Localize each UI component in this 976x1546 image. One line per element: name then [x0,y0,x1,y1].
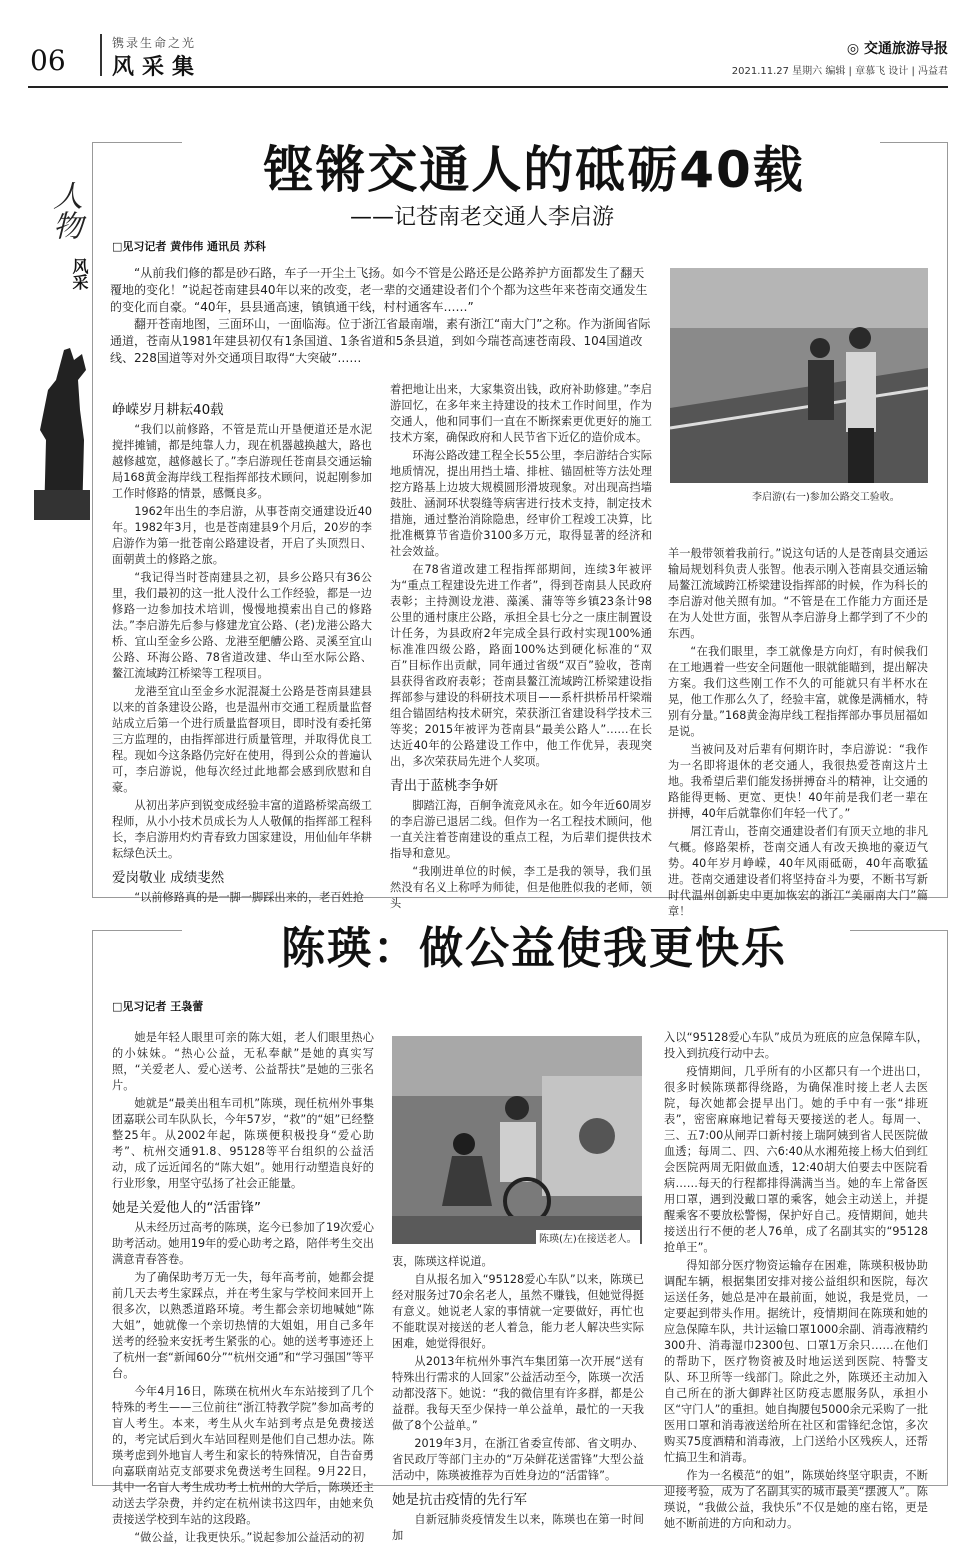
header-divider [100,34,102,76]
paragraph: 1962年出生的李启游，从事苍南交通建设近40年。1982年3月，也是苍南建县9个月后，20岁的李启游作为第一批苍南公路建设者，开启了头顶烈日、面朝黄土的修路之旅。 [112,505,372,566]
paragraph: 自从报名加入“95128爱心车队”以来，陈瑛已经对服务过70余名老人，虽然不赚钱，但她觉得挺有意义。她说老人家的事情就一定要做好，再忙也不能耽误对接送的老人着急，能力老人解决些实际困难，她觉得很好。 [392,1273,644,1350]
section-heading: 爱岗敬业 成绩斐然 [112,870,225,886]
paragraph: “我们以前修路，不管是荒山开垦便道还是水泥搅拌摊铺，都是纯靠人力，现在机器越换越大，路也越修越宽，越修越长了。”李启游现任苍南县交通运输局168黄金海岸线工程指挥部技术顾问，说起刚参加工作时修路的情景，感慨良多。 [112,423,372,500]
paragraph: 从初出茅庐到锐变成经验丰富的道路桥梁高级工程师，从小小技术员成长为人人敬佩的指挥部工程科长，李启游用灼灼青春致力国家建设，用仙仙年华耕耘绿色沃土。 [112,799,372,860]
article2-photo-caption: 陈瑛(左)在接送老人。 [536,1230,640,1245]
article1-col3 [668,546,928,918]
paragraph: 得知部分医疗物资运输存在困难，陈瑛积极协助调配车辆，根据集团安排对接公益组织和医院，每次运送任务，她总是冲在最前面，她说，我是党员，一定要起到带头作用。据统计，疫情期间在陈瑛和她的应急保障车队，共计运输口罩1000余副、消毒液精约300升、消毒湿巾2300包、口罩1万余只……在他们的帮助下，医疗物资被及时地运送到医院、特警支队、环卫所等一线部门。除此之外，陈瑛还主动加入自己所在的浙大御跸社区防疫志愿服务队，承担小区“守门人”的重担。她自掏腰包5000余元采购了一批医用口罩和消毒液送给所在社区和雷锋纪念馆，多次购买75度酒精和消毒液，上门送给小区残疾人，还帮忙搞卫生和消毒。 [664,1259,928,1464]
paragraph: 脚踏江海，百舸争流竞风永在。如今年近60周岁的李启游已退居二线。但作为一名工程技术顾问，他一直关注着苍南建设的重点工程，为后辈们提供技术指导和意见。 [390,799,652,860]
paragraph: 她是年轻人眼里可亲的陈大姐，老人们眼里热心的小妹妹。“热心公益，无私奉献”是她的真实写照，“关爱老人、爱心送考、公益帮扶”是她的三张名片。 [112,1031,374,1092]
lead-paragraph: “从前我们修的都是砂石路，车子一开尘土飞扬。如今不管是公路还是公路养护方面都发生了翻天覆地的变化！”说起苍南建县40年以来的改变，老一辈的交通建设者们个个都为这些年来苍南交通发生的变化而自豪。“40年，县县通高速，镇镇通干线，村村通客车……” [110,266,648,314]
issue-line: 2021.11.27 星期六 编辑 | 章慕飞 设计 | 冯益君 [731,66,948,77]
article1-subtitle: ——记苍南老交通人李启游 [350,205,615,230]
side-tag-big: 人物 [47,180,82,240]
paragraph: 今年4月16日，陈瑛在杭州火车东站接到了几个特殊的考生——三位前往“浙江特教学院”参加高考的盲人考生。本来，考生从火车站到考点是免费接送的，考完试后到火车站回程则是他们自己想办法。陈瑛考虑到外地盲人考生和家长的特殊情况，自告奋勇向嘉联南站克支部要求免费送考生回程。9月22日，其中一名盲人考生成功考上杭州的大学后，陈瑛还主动送去学杂费，并约定在杭州读书这四年，由她来负责接送学校到车站的这段路。 [112,1385,374,1526]
side-tag [34,180,90,520]
paragraph: 为了确保助考万无一失，每年高考前，她都会提前几天去考生家踩点，并在考生家与学校间来回开上很多次，以熟悉道路环境。考生都会亲切地喊她“陈大姐”，她就像一个亲切热情的大姐姐，用自己多年送考的经验来安抚考生紧张的心。她的送考事迹还上了杭州一套“新闻60分”“杭州交通”和“学习强国”等平台。 [112,1271,374,1380]
article2-photo [392,1036,642,1244]
paragraph: 屑江青山，苍南交通建设者们有顶天立地的非凡气概。修路架桥，苍南交通人有改天换地的豪迈气势。40年岁月峥嵘，40年风雨砥砺，40年高歌猛进。苍南交通建设者们将坚持奋斗为要，不断书写新时代温州创新史中更加恢宏的浙江“美丽南大门”篇章！ [668,825,928,918]
paragraph: 当被问及对后辈有何期许时，李启游说：“我作为一名即将退休的老交通人，我很热爱苍南这片土地。我希望后辈们能发扬拼搏奋斗的精神，让交通的路能得更畅、更宽、更快！40年前是我们老一辈在拼搏，40年后就靠你们年轻一代了。” [668,743,928,820]
page-number: 06 [30,44,66,77]
article2-byline: □见习记者 王袅蕾 [112,1000,204,1013]
paragraph: “在我们眼里，李工就像是方向灯，有时候我们在工地遇着一些安全问题他一眼就能瞄到，提出解决方案。我们这些刚工作不久的可能就只有半杯水在晃，他工作那么久了，经验丰富，就像是满桶水，特别有分量。”168黄金海岸线工程指挥部办事员屈福如是说。 [668,645,928,738]
section-heading: 青出于蓝桃李争妍 [390,778,498,794]
paragraph: 龙港至宜山至金乡水泥混凝土公路是苍南县建县以来的首条建设公路，也是温州市交通工程质量监督站成立后第一个进行质量监督项目，即时没有委托第三方监理的，由指挥部进行质量管理，并取得优良工程。现如今这条路仍完好在使用，得到公众的普遍认可，李启游说，他每次经过此地都会感到欣慰和自豪。 [112,685,372,794]
paragraph: 在78省道改建工程指挥部期间，连续3年被评为“重点工程建设先进工作者”，得到苍南县人民政府表彰；主持测设龙港、藻溪、蒲等等乡镇23条计98公里的通村康庄公路，承担全县七分之一康庄制置设计任务，为县政府2年完成全县行政村实现100%通标准准四级公路，路面100%达到硬化标准的“双百”目标作出贡献，同年通过省级“双百”验收，苍南县获得省政府表彰；苍南县鳌江流域跨江桥梁建设指挥部参与建设的科研技术项目——系杆拱桥吊杆梁端组合锚固结构技术研究，荣获浙江省建设科学技术三等奖；2015年被评为苍南县“最美公路人”……在长达近40年的公路建设工作中，他工作优异，表现突出，多次荣获局先进个人奖项。 [390,563,652,768]
paper-name: 交通旅游导报 [864,41,948,57]
paragraph: 作为一名模范“的姐”，陈瑛始终坚守职责，不断迎接考验，成为了名副其实的城市最美“摆渡人”。陈瑛说，“我做公益，我快乐”不仅是她的座右铭，更是她不断前进的方向和动力。 [664,1469,928,1530]
paragraph: 从未经历过高考的陈瑛，迄今已参加了19次爱心助考活动。她用19年的爱心助考之路，陪伴考生交出满意青春答卷。 [112,1221,374,1266]
side-tag-small: 风采 [70,258,89,290]
paragraph: 从2013年杭州外事汽车集团第一次开展“送有特殊出行需求的人回家”公益活动至今，陈瑛一次活动都没落下。她说：“我的微信里有许多群，都是公益群。我每天至少保持一单公益单，最忙的一天我做了8个公益单。” [392,1355,644,1432]
paragraph: “以前修路真的是一脚一脚踩出来的，老百姓抢 [134,891,364,904]
paragraph: 自新冠肺炎疫情发生以来，陈瑛也在第一时间加 [392,1513,644,1542]
paragraph: 疫情期间，几乎所有的小区都只有一个进出口，很多时候陈瑛都得绕路，为确保准时接上老人去医院，每次她都会提早出门。她的手中有一张“排班表”，密密麻麻地记着每天要接送的老人。每周一、三、五7:00从闸弄口新村接上瑞阿姨到省人民医院做血透；每周二、四、六6:40从水湘苑接上杨大伯到红会医院两周无阳做血透，12:40胡大伯要去中医院看病……每天的行程都排得满满当当。她的车上常备医用口罩，遇到没戴口罩的乘客，她会主动送上，并提醒乘客不要放松警惕，保护好自己。疫情期间，她共接送出行不便的老人76单，成了名副其实的“95128抢单王”。 [664,1065,928,1254]
header-slogan: 镌录生命之光 [112,36,197,50]
logo-icon: ◎ [846,41,864,57]
lead-paragraph: 翻开苍南地图，三面环山，一面临海。位于浙江省最南端，素有浙江“南大门”之称。作为浙闽省际通道，苍南从1981年建县初仅有1条国道、1条省道和5条县道，到如今瑞苍高速苍南段、104国道改线、228国道等对外交通项目取得“大突破”…… [110,317,651,365]
article1-photo-caption: 李启游(右一)参加公路交工验收。 [752,492,900,503]
article1-byline: □见习记者 黄伟伟 通讯员 苏科 [112,240,266,253]
article1-lead [110,265,655,367]
paper-logo [847,38,948,58]
header-rule [28,86,948,88]
silhouette-illustration [34,320,90,520]
section-heading: 峥嵘岁月耕耘40载 [112,402,224,418]
section-heading: 她是关爱他人的“活雷锋” [112,1200,261,1216]
article2-col3 [664,1030,928,1530]
section-heading: 她是抗击疫情的先行军 [392,1492,527,1508]
article1-col1 [112,394,372,904]
paragraph: “我刚进单位的时候，李工是我的领导，我们虽然没有名义上称呼为师徒，但是他胜似我的老师，领头 [390,865,652,910]
paragraph: 羊一般带领着我前行。”说这句话的人是苍南县交通运输局规划科负责人张智。他表示刚入苍南县交通运输局鳌江流域跨江桥梁建设指挥部的时候，作为科长的李启游对他关照有加。“不管是在工作能力方面还是在为人处世方面，张智从李启游身上都学到了不少的东西。 [668,547,928,640]
paragraph: 她就是“最美出租车司机”陈瑛，现任杭州外事集团嘉联公司车队队长，今年57岁，“救”的“姐”已经整整25年。从2002年起，陈瑛便积极投身“爱心助考”、杭州交通91.8、95128等平台组织的公益活动，成了远近闻名的“陈大姐”。她用行动塑造良好的行业形象，用坚守弘扬了社会正能量。 [112,1097,374,1190]
article1-title: 铿锵交通人的砥砺40载 [263,141,805,199]
paragraph: 入以“95128爱心车队”成员为班底的应急保障车队，投入到抗疫行动中去。 [664,1031,928,1060]
article1-photo [670,268,928,483]
article2-title: 陈瑛：做公益使我更快乐 [281,923,787,974]
article2-col1 [112,1030,374,1544]
paragraph: 2019年3月，在浙江省委宣传部、省文明办、省民政厅等部门主办的“万朵鲜花送雷锋”大型公益活动中，陈瑛被推荐为百姓身边的“活雷锋”。 [392,1437,644,1482]
section-name: 风采集 [112,55,203,80]
paragraph: 衷，陈瑛这样说道。 [392,1255,493,1268]
paragraph: 着把地让出来，大家集资出钱，政府补助修建。”李启游回忆，在多年来主持建设的技术工作时间里，作为交通人，他和同事们一直在不断探索更优更好的施工技术方案，确保政府和人民节省下近亿的造价成本。 [390,383,652,444]
paragraph: 环海公路改建工程全长55公里，李启游结合实际地质情况，提出用挡土墙、排桩、锚固桩等方法处理挖方路基上边坡大规模圆形滑坡现象。对出现高挡墙鼓肚、涵洞环状裂缝等病害进行技术支持，制定技术措施，通过整治消除隐患，经审价工程竣工决算，比批准概算节省造价3100多万元，取得显著的经济和社会效益。 [390,449,652,558]
paragraph: “做公益，让我更快乐。”说起参加公益活动的初 [134,1531,365,1544]
article1-col2 [390,382,652,910]
paragraph: “我记得当时苍南建县之初，县乡公路只有36公里，我们最初的这一批人没什么工作经验，都是一边修路一边参加技术培训，慢慢地摸索出自己的修路法。”李启游先后参与修建龙宜公路、(老)龙港公路大桥、宜山至金乡公路、龙港至舥艚公路、灵溪至宜山公路、环海公路、78省道改建、华山至水际公路、鳌江流域跨江桥梁等工程项目。 [112,571,372,680]
article2-col2 [392,1254,644,1542]
